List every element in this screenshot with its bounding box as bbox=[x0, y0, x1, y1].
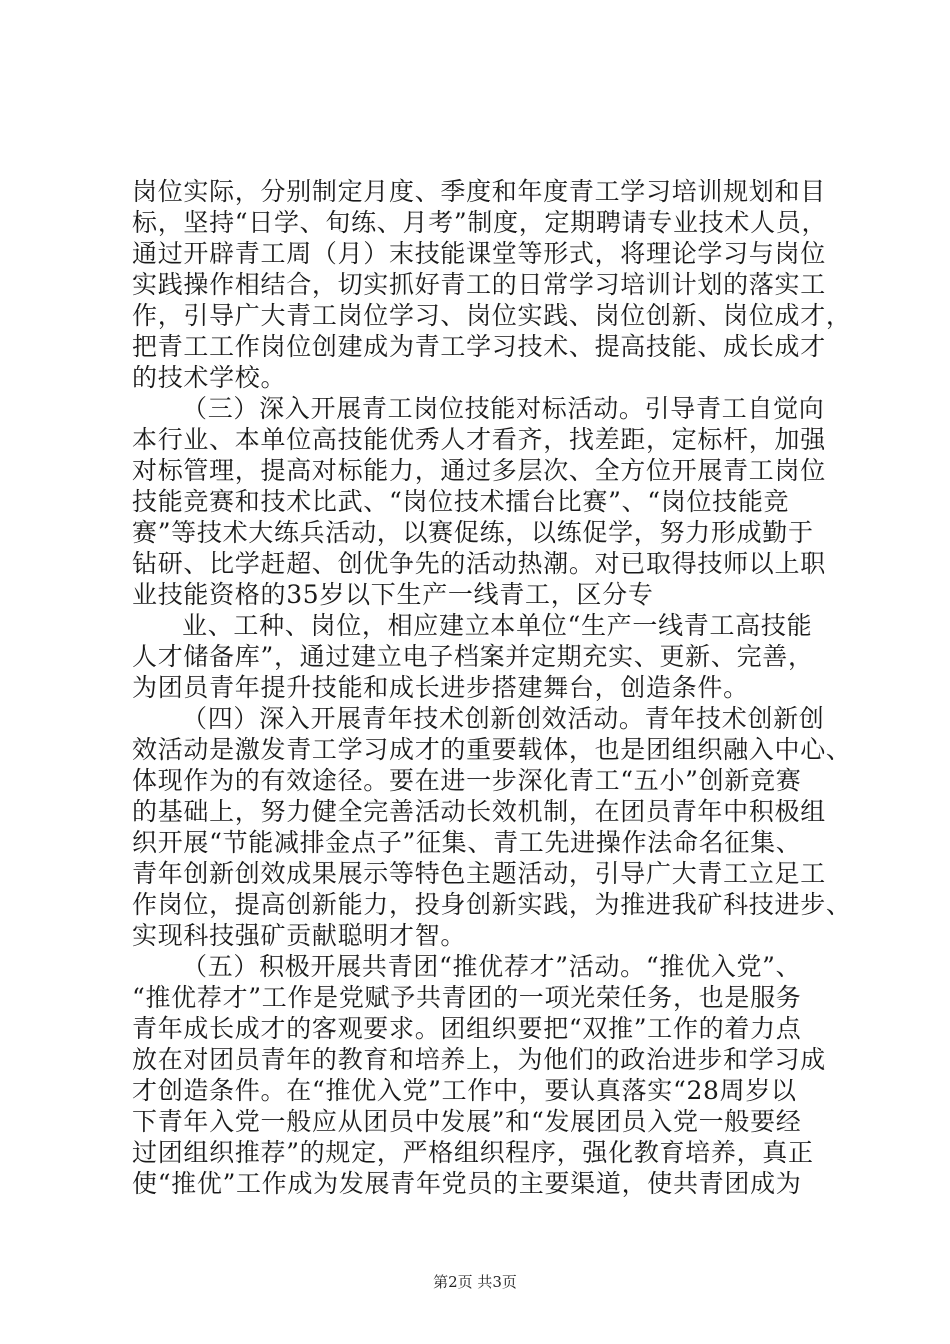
text-line: 下青年入党一般应从团员中发展”和“发展团员入党一般要经 bbox=[132, 1107, 802, 1136]
paragraph-start-line: （三）深入开展青工岗位技能对标活动。引导青工自觉向 bbox=[182, 394, 825, 423]
text-line: 人才储备库”，通过建立电子档案并定期充实、更新、完善， bbox=[132, 642, 814, 671]
text-line: 本行业、本单位高技能优秀人才看齐，找差距，定标杆，加强 bbox=[132, 425, 826, 454]
page-footer: 第2页 共3页 bbox=[433, 1273, 517, 1291]
text-line: 对标管理，提高对标能力，通过多层次、全方位开展青工岗位 bbox=[132, 456, 826, 485]
text-line: 过团组织推荐”的规定，严格组织程序，强化教育培养，真正 bbox=[132, 1138, 814, 1167]
text-line: “推优荐才”工作是党赋予共青团的一项光荣任务，也是服务 bbox=[132, 983, 802, 1012]
text-line: 作，引导广大青工岗位学习、岗位实践、岗位创新、岗位成才， bbox=[132, 301, 852, 330]
text-line: 效活动是激发青工学习成才的重要载体，也是团组织融入中心、 bbox=[132, 735, 852, 764]
text-line: 赛”等技术大练兵活动，以赛促练，以练促学，努力形成勤于 bbox=[132, 518, 814, 547]
text-line: 才创造条件。在“推优入党”工作中，要认真落实“28周岁以 bbox=[132, 1076, 797, 1105]
text-line: 钻研、比学赶超、创优争先的活动热潮。对已取得技师以上职 bbox=[132, 549, 826, 578]
indented-line: 业、工种、岗位，相应建立本单位“生产一线青工高技能 bbox=[182, 611, 813, 640]
text-line: 青年成长成才的客观要求。团组织要把“双推”工作的着力点 bbox=[132, 1014, 802, 1043]
text-line: 把青工工作岗位创建成为青工学习技术、提高技能、成长成才 bbox=[132, 332, 826, 361]
text-line: 实现科技强矿贡献聪明才智。 bbox=[132, 921, 467, 950]
text-line: 通过开辟青工周（月）末技能课堂等形式，将理论学习与岗位 bbox=[132, 239, 826, 268]
paragraph-start-line: （五）积极开展共青团“推优荐才”活动。“推优入党”、 bbox=[182, 952, 802, 981]
paragraph-start-line: （四）深入开展青年技术创新创效活动。青年技术创新创 bbox=[182, 704, 825, 733]
text-line: 的基础上，努力健全完善活动长效机制，在团员青年中积极组 bbox=[132, 797, 826, 826]
text-line: 技能竞赛和技术比武、“岗位技术擂台比赛”、“岗位技能竞 bbox=[132, 487, 790, 516]
text-line: 青年创新创效成果展示等特色主题活动，引导广大青工立足工 bbox=[132, 859, 826, 888]
text-line: 的技术学校。 bbox=[132, 363, 287, 392]
text-line: 放在对团员青年的教育和培养上，为他们的政治进步和学习成 bbox=[132, 1045, 826, 1074]
text-line: 岗位实际，分别制定月度、季度和年度青工学习培训规划和目 bbox=[132, 177, 826, 206]
text-line: 织开展“节能减排金点子”征集、青工先进操作法命名征集、 bbox=[132, 828, 802, 857]
text-line: 作岗位，提高创新能力，投身创新实践，为推进我矿科技进步、 bbox=[132, 890, 852, 919]
text-line: 为团员青年提升技能和成长进步搭建舞台，创造条件。 bbox=[132, 673, 749, 702]
text-line: 业技能资格的35岁以下生产一线青工，区分专 bbox=[132, 580, 654, 609]
text-line: 体现作为的有效途径。要在进一步深化青工“五小”创新竞赛 bbox=[132, 766, 802, 795]
text-line: 使“推优”工作成为发展青年党员的主要渠道，使共青团成为 bbox=[132, 1169, 802, 1198]
text-line: 实践操作相结合，切实抓好青工的日常学习培训计划的落实工 bbox=[132, 270, 826, 299]
text-line: 标，坚持“日学、旬练、月考”制度，定期聘请专业技术人员， bbox=[132, 208, 828, 237]
